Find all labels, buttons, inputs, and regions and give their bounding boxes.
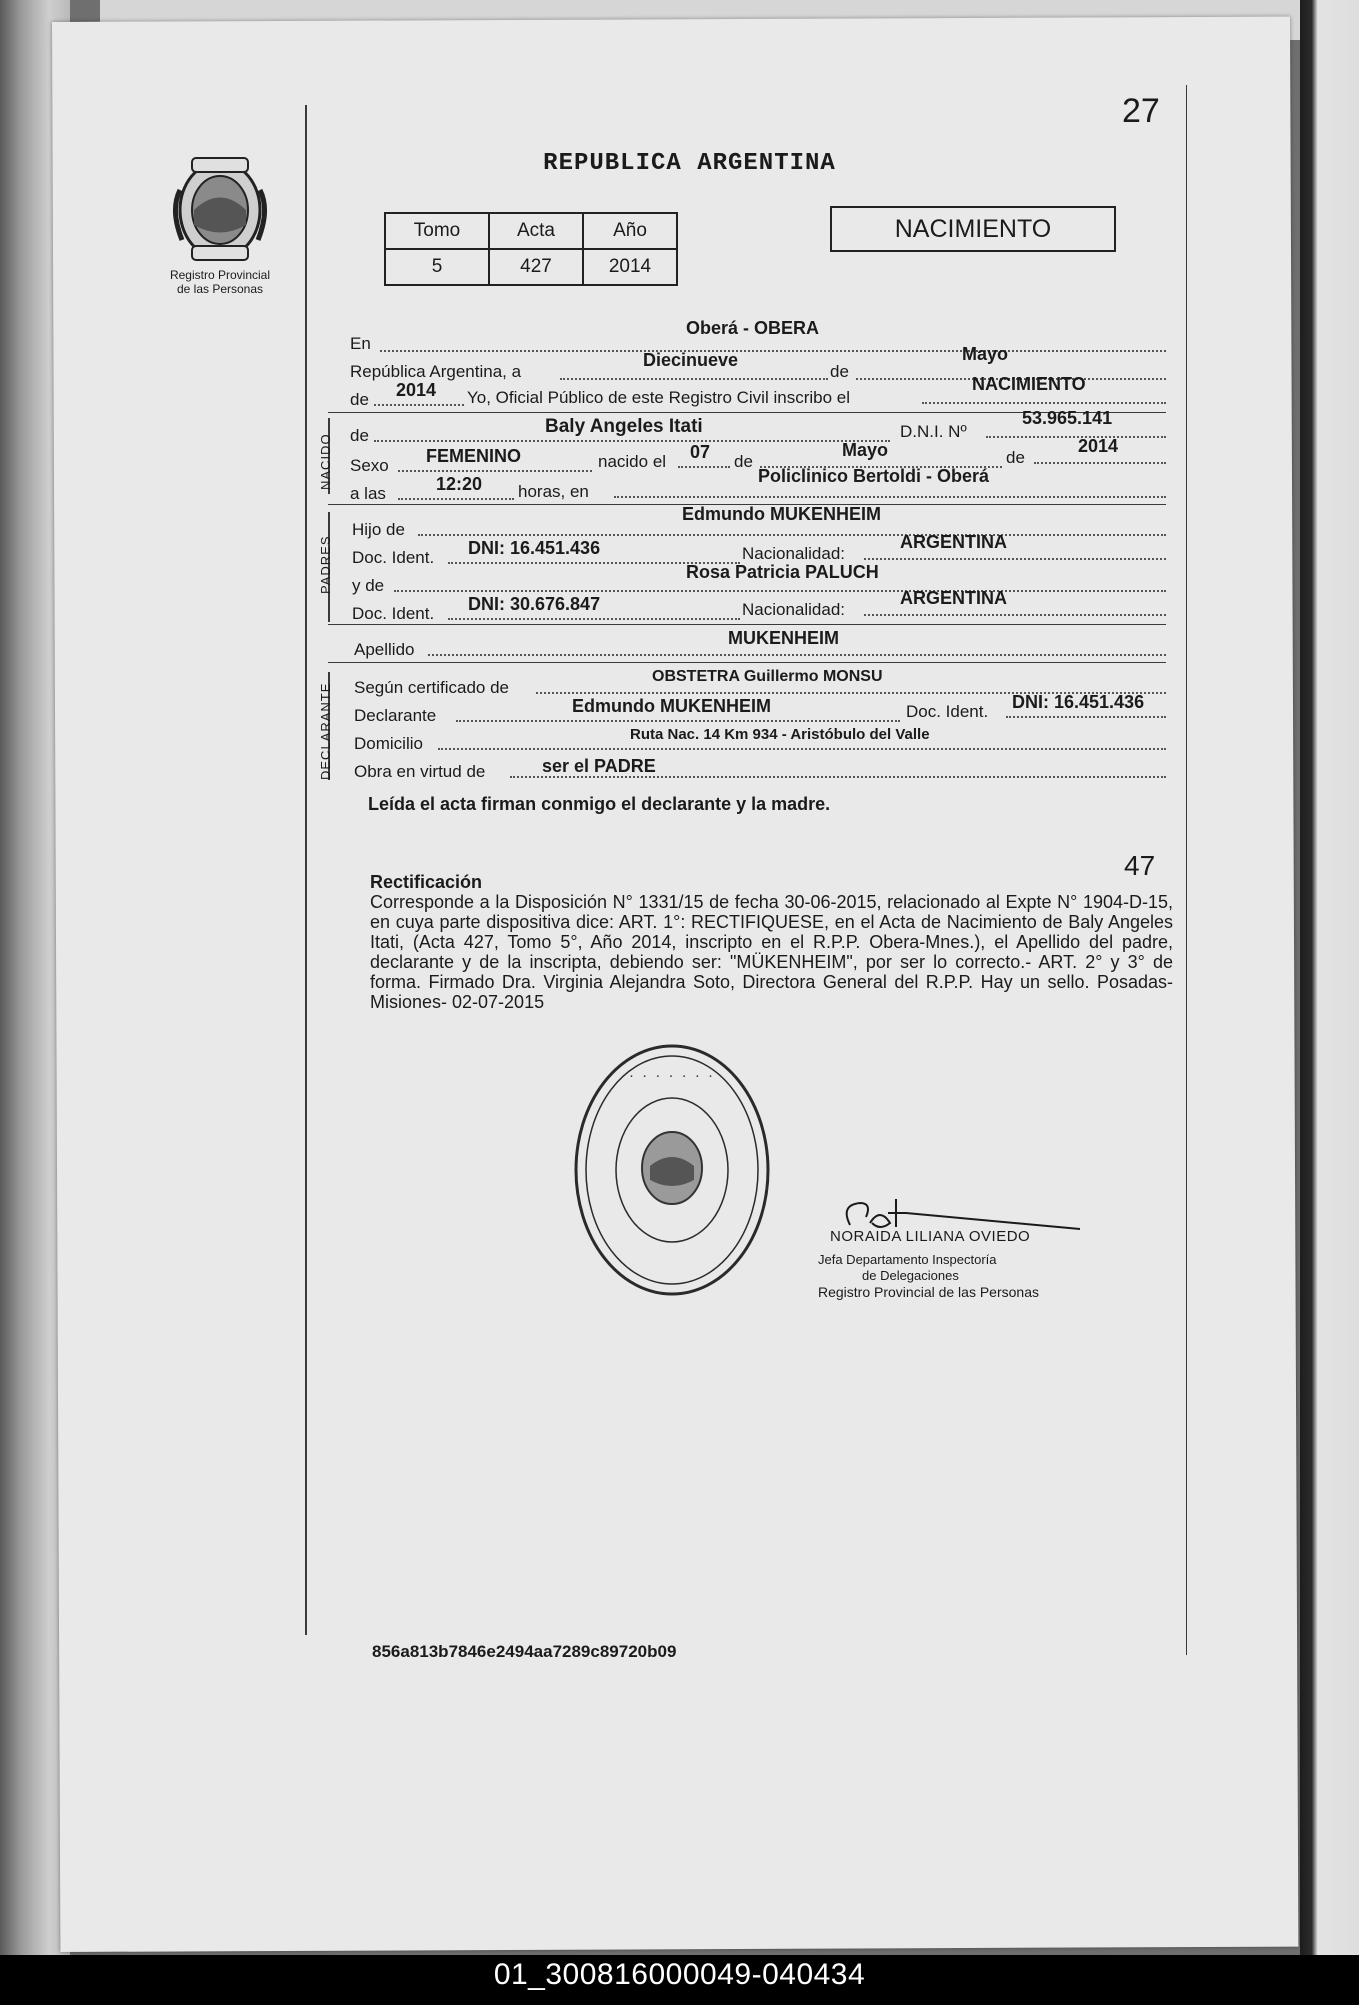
apellido-value: MUKENHEIM [728,628,839,648]
declarante-section-label: DECLARANTE [318,682,333,780]
dotted-line [394,590,1166,592]
dotted-line [374,440,890,442]
rectificacion-body: Corresponde a la Disposición N° 1331/15 de fecha 30-06-2015, relacionado al Expte N° 1904-D-15, en cuya parte dispositiva dice: ART. 1°: RECTIFIQUESE, en el Acta de Nacimiento de Baly Angeles Itati, (Acta 427, Tomo 5°, Año 2014, inscripto en el R.P.P. Obera-Mnes.), el Apellido del padre, declarante y de la inscripta, debiendo ser: "MÜKENHEIM", por ser lo correcto.- ART. 2° y 3° de forma. Firmado Dra. Virginia Alejandra Soto, Directora General del R.P.P. Hay un sello. Posadas- Misiones- 02-07-2015 [370,892,1173,1012]
nacido-sexo: FEMENINO [426,446,522,466]
nacido-birth-day: 07 [690,442,711,462]
padres-nac-label-2: Nacionalidad: [742,600,846,619]
note-number: 47 [1124,850,1156,881]
intro-place: Oberá - OBERA [686,318,820,338]
padres-father-nationality: ARGENTINA [900,532,1007,552]
nacido-birth-year: 2014 [1078,436,1119,456]
declarante-obra-label: Obra en virtud de [354,762,486,781]
country-title: REPUBLICA ARGENTINA [543,150,836,177]
padres-section-label: PADRES [318,535,333,594]
nacido-birth-month: Mayo [842,440,889,460]
registry-value-tomo: 5 [385,249,489,285]
closing-text: Leída el acta firman conmigo el declarante y la madre. [368,794,831,814]
dotted-line [1006,716,1166,718]
padres-father: Edmundo MUKENHEIM [682,504,881,524]
dotted-line [864,558,1166,560]
dotted-line [560,378,828,380]
padres-mother: Rosa Patricia PALUCH [686,562,879,582]
dotted-line [428,654,1166,656]
act-type-box: NACIMIENTO [830,206,1116,252]
dotted-line [614,496,1166,498]
padres-mother-nationality: ARGENTINA [900,588,1007,608]
section-divider [328,662,1166,663]
nacido-section-label: NACIDO [318,433,333,490]
registry-table [384,212,678,286]
registry-header-tomo: Tomo [385,213,489,249]
padres-nac-label: Nacionalidad: [742,544,846,563]
dotted-line [456,720,900,722]
intro-act-type: NACIMIENTO [972,374,1086,394]
dotted-line [418,534,1166,536]
dotted-line [398,470,592,472]
declarante-cert-label: Según certificado de [354,678,509,697]
right-margin-line [1186,85,1187,1655]
dotted-line [380,350,1166,352]
signer-name: NORAIDA LILIANA OVIEDO [830,1228,1031,1245]
padres-doc-label-2: Doc. Ident. [352,604,435,623]
dotted-line [678,466,730,468]
nacido-horas-label: horas, en [518,482,589,501]
svg-text:· · · · · · ·: · · · · · · · [629,1067,715,1084]
intro-month: Mayo [962,344,1009,364]
dotted-line [1034,462,1166,464]
signer-role-3: Registro Provincial de las Personas [818,1284,1039,1300]
declarante-name: Edmundo MUKENHEIM [572,696,771,716]
rectificacion-title: Rectificación [370,872,483,892]
registry-header-anio: Año [583,213,677,249]
declarante-decl-label: Declarante [354,706,437,725]
nacido-name: Baly Angeles Itati [545,416,703,437]
intro-en-label: En [350,334,371,353]
padres-mother-doc: DNI: 30.676.847 [468,594,601,614]
registry-header-acta: Acta [489,213,583,249]
dotted-line [864,614,1166,616]
registry-value-anio: 2014 [583,249,677,285]
official-seal-stamp [572,1040,772,1300]
nacido-sexo-label: Sexo [350,456,389,475]
nacido-de-label-3: de [1006,448,1025,467]
padres-doc-label: Doc. Ident. [352,548,435,567]
registry-value-acta: 427 [489,249,583,285]
signer-role-1: Jefa Departamento Inspectoría [818,1252,997,1267]
nacido-place: Policlinico Bertoldi - Oberá [758,466,990,486]
intro-de-label: de [830,362,849,381]
section-divider [328,624,1166,625]
intro-de-label-2: de [350,390,369,409]
dotted-line [986,436,1166,438]
province-seal-icon [170,150,270,265]
page-number: 27 [1122,92,1160,130]
dotted-line [374,404,464,406]
declarante-obra: ser el PADRE [542,756,656,776]
padres-hijo-label: Hijo de [352,520,405,539]
declarante-domicilio: Ruta Nac. 14 Km 934 - Aristóbulo del Valle [630,726,930,743]
footer-code: 01_300816000049-040434 [493,1958,866,1991]
nacido-a-las-label: a las [350,484,386,503]
signer-role-2: de Delegaciones [862,1268,959,1283]
intro-year: 2014 [396,380,437,400]
intro-registro-text: Yo, Oficial Público de este Registro Civil inscribo el [467,388,850,407]
nacido-dni: 53.965.141 [1022,408,1113,428]
intro-republica-label: República Argentina, a [350,362,522,381]
apellido-label: Apellido [354,640,415,659]
declarante-dom-label: Domicilio [354,734,423,753]
logo-caption-line2: de las Personas [176,282,264,296]
nacido-de-label-2: de [734,452,753,471]
logo-caption-line1: Registro Provincial [169,268,271,282]
left-margin-line [305,105,307,1635]
declarante-doc-label: Doc. Ident. [906,702,989,721]
nacido-de-label: de [350,426,369,445]
document-hash: 856a813b7846e2494aa7289c89720b09 [372,1642,677,1661]
nacido-nacido-label: nacido el [598,452,667,471]
declarante-doc: DNI: 16.451.436 [1012,692,1145,712]
scan-background-right [1300,0,1359,1955]
logo-caption [150,268,290,296]
nacido-time: 12:20 [436,474,483,494]
dotted-line [448,618,740,620]
declarante-cert: OBSTETRA Guillermo MONSU [652,668,883,685]
nacido-dni-label: D.N.I. Nº [900,422,967,441]
dotted-line [438,748,1166,750]
padres-yde-label: y de [352,576,385,595]
padres-father-doc: DNI: 16.451.436 [468,538,601,558]
dotted-line [398,498,514,500]
dotted-line [922,402,1166,404]
intro-day: Diecinueve [643,350,739,370]
